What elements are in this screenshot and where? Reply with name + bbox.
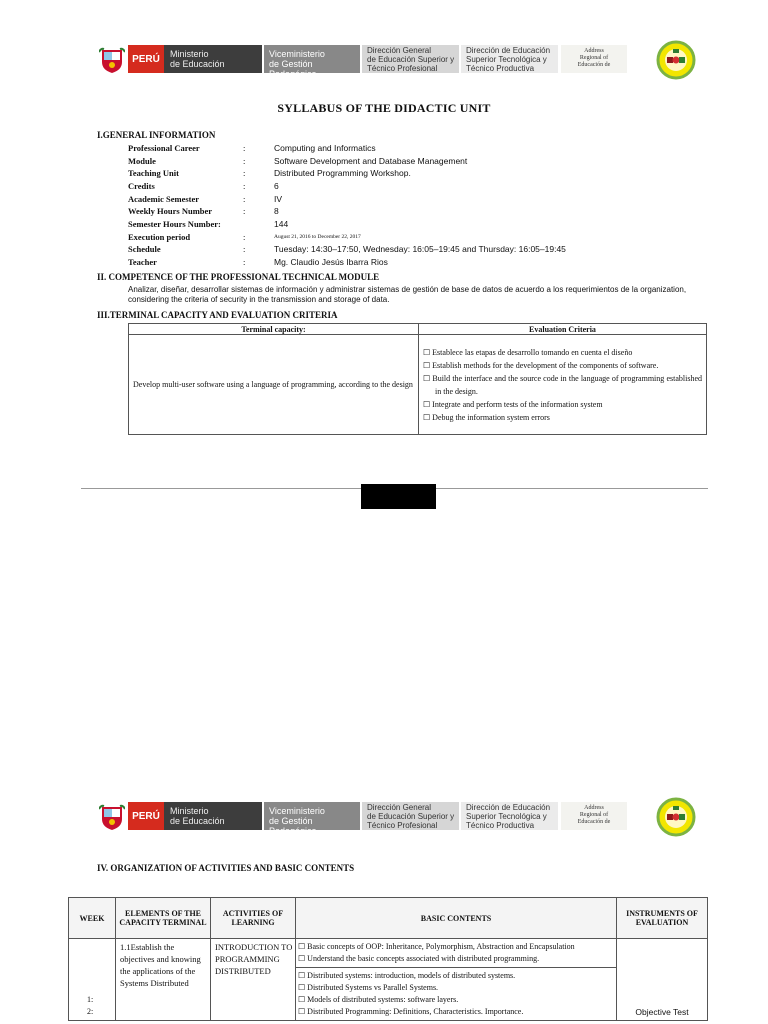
info-row-teacher: Teacher : Mg. Claudio Jesús Ibarra Rios	[128, 257, 388, 267]
info-row-execution-period: Execution period : August 21, 2016 to December 22, 2017	[128, 232, 361, 242]
element-cell: 1.1Establish the objectives and knowing the applications of the Systems Distributed	[116, 939, 211, 1021]
content-item: ☐ Models of distributed systems: software layers.	[298, 995, 459, 1004]
ministry-label: Ministerio de Educación	[164, 45, 262, 73]
activity-cell: INTRODUCTION TO PROGRAMMING DISTRIBUTED	[211, 939, 296, 1021]
info-row-schedule: Schedule : Tuesday: 14:30–17:50, Wednesday: 16:05–19:45 and Thursday: 16:05–19:45	[128, 244, 566, 254]
peru-coat-of-arms-icon	[99, 46, 125, 74]
info-row-semester-hours: Semester Hours Number: 144	[128, 219, 289, 229]
info-row-weekly-hours: Weekly Hours Number : 8	[128, 206, 279, 216]
activities-header: ACTIVITIES OF LEARNING	[211, 898, 296, 939]
vice-ministry-label: Viceministerio de Gestión Pedagógica	[264, 45, 360, 73]
week-cell: 1: 2:	[69, 939, 116, 1021]
peru-coat-of-arms-icon	[99, 803, 125, 831]
criteria-item: ☐ Establish methods for the development of the components of software.	[423, 360, 659, 370]
info-row-career: Professional Career : Computing and Informatics	[128, 143, 376, 153]
capacity-cell: Develop multi-user software using a language of programming, according to the design	[129, 335, 419, 435]
instruments-header: INSTRUMENTS OF EVALUATION	[617, 898, 708, 939]
section-terminal-capacity: III.TERMINAL CAPACITY AND EVALUATION CRITERIA	[97, 310, 338, 320]
section-competence: II. COMPETENCE OF THE PROFESSIONAL TECHNICAL MODULE	[97, 272, 380, 282]
content-item: ☐ Distributed Programming: Definitions, Characteristics. Importance.	[298, 1007, 524, 1016]
competence-text: Analizar, diseñar, desarrollar sistemas de información y administrar sistemas de gestión de base de datos de acuerdo a los requerimientos de la organization, considering the criteria of security in the transmission and storage of data.	[128, 285, 687, 304]
info-row-module: Module : Software Development and Database Management	[128, 156, 468, 166]
capacity-header: Terminal capacity:	[129, 324, 419, 335]
regional-address-label: Address Regional of Educación de	[561, 45, 627, 73]
criteria-header: Evaluation Criteria	[419, 324, 707, 335]
direction-general-label: Dirección General de Educación Superior y Técnico Profesional	[362, 802, 459, 830]
contents-cell-top	[296, 939, 617, 968]
criteria-item: ☐ Integrate and perform tests of the information system	[423, 399, 603, 409]
direction-general-label: Dirección General de Educación Superior y Técnico Profesional	[362, 45, 459, 73]
contents-header: BASIC CONTENTS	[296, 898, 617, 939]
regional-address-label: Address Regional of Educación de	[561, 802, 627, 830]
vice-ministry-label: Viceministerio de Gestión Pedagógica	[264, 802, 360, 830]
direction-education-label: Dirección de Educación Superior Tecnológica y Técnico Productiva	[461, 45, 558, 73]
content-item: ☐ Distributed Systems vs Parallel Systems.	[298, 983, 439, 992]
info-row-credits: Credits : 6	[128, 181, 279, 191]
page-break-marker	[361, 484, 436, 509]
criteria-cell	[419, 335, 707, 435]
content-item: ☐ Distributed systems: introduction, models of distributed systems.	[298, 971, 516, 980]
section-organization: IV. ORGANIZATION OF ACTIVITIES AND BASIC CONTENTS	[97, 863, 355, 873]
instrument-cell: Objective Test	[617, 939, 708, 1021]
content-item: ☐ Understand the basic concepts associated with distributed programming.	[298, 954, 540, 963]
institute-emblem-icon	[655, 797, 697, 837]
week-header: WEEK	[69, 898, 116, 939]
peru-brand: PERÚ	[128, 802, 164, 830]
direction-education-label: Dirección de Educación Superior Tecnológica y Técnico Productiva	[461, 802, 558, 830]
institution-header-page2	[0, 797, 768, 837]
capacity-table	[128, 323, 707, 435]
elements-header: ELEMENTS OF THE CAPACITY TERMINAL	[116, 898, 211, 939]
content-item: ☐ Basic concepts of OOP: Inheritance, Polymorphism, Abstraction and Encapsulation	[298, 942, 575, 951]
contents-cell-bottom	[296, 968, 617, 1021]
peru-brand: PERÚ	[128, 45, 164, 73]
criteria-item: ☐ Debug the information system errors	[423, 412, 550, 422]
info-row-semester: Academic Semester : IV	[128, 194, 283, 204]
institute-emblem-icon	[655, 40, 697, 80]
criteria-item: ☐ Establece las etapas de desarrollo tomando en cuenta el diseño	[423, 347, 633, 357]
institution-header	[0, 40, 768, 80]
section-general-information: I.GENERAL INFORMATION	[97, 130, 216, 140]
activities-table	[68, 897, 708, 1021]
info-row-teaching-unit: Teaching Unit : Distributed Programming Workshop.	[128, 168, 411, 178]
criteria-item: ☐ Build the interface and the source code in the language of programming established in the design.	[423, 373, 702, 396]
document-title: SYLLABUS OF THE DIDACTIC UNIT	[277, 101, 491, 115]
ministry-label: Ministerio de Educación	[164, 802, 262, 830]
